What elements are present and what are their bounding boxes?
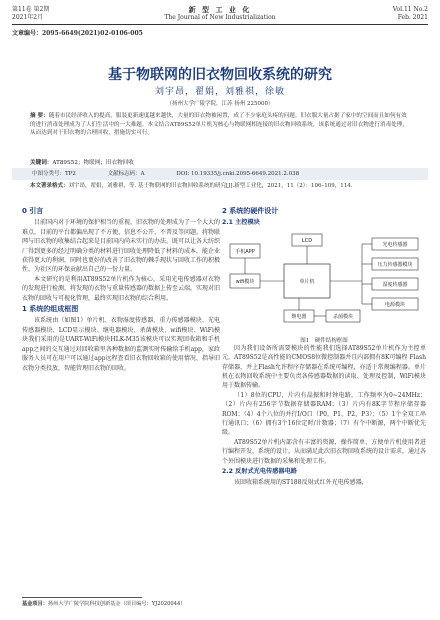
section-2-1-para-3: AT89S52单片机内部含有丰富的资源，操作简单，方便单片机使用者进行编程开发，系统的设计，从而满足此次旧衣物回收系统的设计需求，通过各个外围模块进行数据的采集和处理工作。 [222,438,426,465]
journal-name-en: The Journal of New Industrialization [164,14,276,21]
sterilize-label: 杀菌模块 [332,313,354,320]
section-2-1-para-1: 因为我们设备所需要模块的性能我们选择AT89S52单片机作为主控单元。AT89S52是高性能的CMOS8位微控制器并且内部拥有8K可编程 Flash存储器，并上Flash允许程序存储器在系统可编程，亦适于常规编程器。单片机在衣物回收系统中主要负责各传感器数据的读取、处理及控制，WiFi模块用于数据传输。 [222,344,426,390]
date-en: Feb. 2021 [397,14,428,21]
left-column [22,205,220,373]
journal-header [12,6,428,26]
abstract-label: 摘 要： [30,113,49,119]
citation-format [30,182,410,190]
header-center [12,6,428,22]
citation-text: 刘宇昂，翟娟，刘雅祺，等. 基于物联网的旧衣物回收系统的研究[J].新型工业化，2021，11（2）：106–109，114. [68,183,353,189]
section-1-para-1: 该系统由（如图1）单片机、衣物湿度传感器、重力传感器模块、光电传感器模块、LCD显示模块、继电器模块、杀菌模块、wifi模块、WiFi模块我们采用的是UART-WiFi模块HLK-M35该模块可以实现回收箱和手机app之间的交互通过对回收箱里各种数据的监测实时传输给手机app，家政服务人员可在用户可以通过app远程查看旧衣物回收箱的使用情况、指导旧衣物分类投放，智能管理旧衣物的回收。 [22,317,220,372]
clc-number: 中图分类号：TP2 [32,171,76,177]
abstract-text: 随着市民经济收入的提高，服装更新速度越来越快，大量的旧衣物被闲置，成了不少家庭头疼的问题。旧衣服大量占据了家中的空间而且如何有效的进行消毒处理成为了人们生活中的一大难题。本文结合AT89S52单片机为核心与物联网相连接的旧衣物回收系统，该系统通过对旧衣物进行消毒处理，从而达到对于旧衣物的合理回收，措施切实可行。 [30,113,408,137]
keywords-text: AT89S52；物联网；旧衣物回收 [52,160,134,166]
section-2-1-para-2: （1）8位的CPU，片内有晶振和时钟电路，工作频率为0~24MHz；（2）片内有256字节数据存储器RAM；（3）片内有8K字节程序储存器ROM；（4）4个八位的并行I/O口（P0，P1，P2，P3）；（5）1个全双工串行通讯口；（6）拥有3个16位定时/计数器；（7）有个中断源，两个中断优先级。 [222,391,426,437]
issue-cn: 第11卷 第2期 [12,6,50,13]
issue-en: Vol.11 No.2 [392,6,428,13]
figure-1 [222,230,426,345]
wifi-module-label: wifi模块 [235,278,255,285]
section-0-para-2: 本文研究的是利用AT89S52单片机作为核心，采用光电传感器对衣物的发现进行检测，将发现的衣物与重量传感器的数据上传至云端，实现对旧衣物的回收与可视化管理，最终实现旧衣物的综合利用。 [22,275,220,302]
document-code: 文献标志码：A [107,171,145,177]
phone-app-label: 手机APP [235,248,255,255]
sensor-4-label: 电源模块 [384,301,406,308]
paper-title: 基于物联网的旧衣物回收系统的研究 [108,67,332,83]
figure-1-caption: 图1 硬件结构框图 [300,338,348,345]
authors: 刘宇昂，翟娟，刘雅祺，徐敏 [154,87,285,97]
funding-label: 基金项目： [22,601,48,607]
date-cn: 2021年2月 [12,14,44,21]
hardware-block-diagram [222,230,426,334]
header-right [393,6,428,22]
header-rule [12,24,428,25]
keywords-label: 关键词： [30,160,53,166]
sensor-3-label: 湿度传感器 [382,281,408,288]
footnote-rule [22,597,142,598]
funding-text: 扬州大学广陵学院科技创新基金（项目编号：YJ2020044） [47,601,186,607]
journal-name-cn: 新 型 工 业 化 [188,5,252,14]
funding-footnote [22,600,186,607]
affiliation: （扬州大学广陵学院，江苏 扬州 225000） [166,101,274,107]
section-0-para-1: 目前国内对于环境的保护相当的重视，旧衣物的处理成为了一个大大的难点，目前的平台都偏出现了不方便、信息不公开、不普及等问题。将物联网与旧衣物的收集结合起来是目前国内尚未实行的办法，既可以让各大纺织厂得到更多的经过明确分类的材料进行回收处理降低了材料的成本，能企业获得更大的利润，同时也更好的改善了旧衣物的棘手现状与回收工作的积极性，为社区的环保贡献出自己的一份力量。 [22,219,220,274]
keywords [30,159,410,167]
right-column [222,205,426,487]
citation-label: 本文著录格式： [30,183,69,189]
sensor-1-label: 光电传感器 [382,241,408,248]
abstract [30,112,410,138]
article-number: 文章编号：2095-6649(2021)02-0106-005 [12,30,143,37]
lcd-label: LCD [301,237,313,244]
section-2-heading: 2 系统的硬件设计 [222,207,279,215]
mcu-label: 单片机 [299,278,315,285]
relay-label: 继电器 [291,313,307,320]
classification-box [12,168,428,180]
section-2-2-heading: 2.2 反射式光电传感器电路 [222,468,297,476]
sensor-2-label: 压力传感器模块 [377,261,413,268]
doi: DOI: 10.19335/j.cnki.2095-6649.2021.2.038 [176,171,300,177]
section-2-1-heading: 2.1 主控模块 [222,219,260,227]
section-1-heading: 1 系统的组成框图 [22,305,79,314]
section-0-heading: 0 引言 [22,207,44,215]
section-2-2-para-1: 该回收箱系统用的ST188反射式红外光电传感器， [234,478,368,486]
